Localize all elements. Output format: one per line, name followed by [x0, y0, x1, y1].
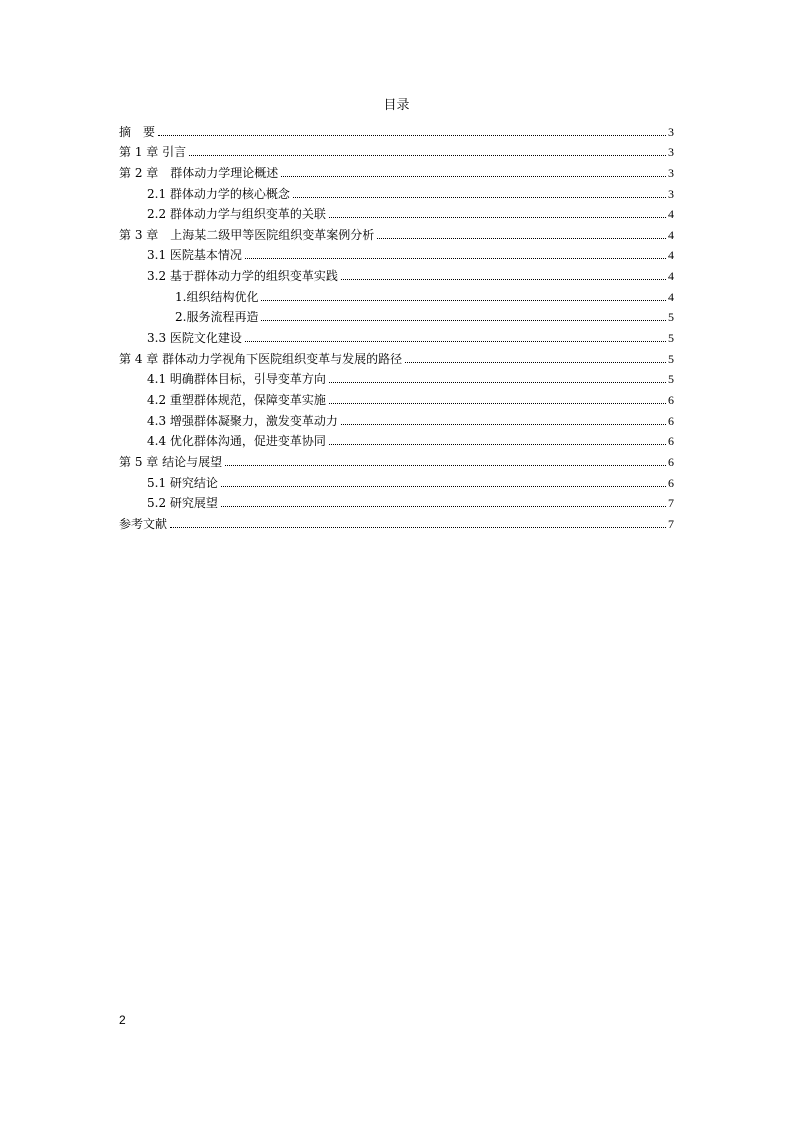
toc-entry-label: 1.组织结构优化 — [175, 289, 259, 304]
toc-dot-leader — [158, 135, 666, 136]
toc-dot-leader — [329, 403, 666, 404]
toc-dot-leader — [189, 155, 666, 156]
toc-entry-page: 5 — [668, 351, 674, 366]
toc-dot-leader — [221, 486, 666, 487]
toc-entry-section-4-1[interactable] — [119, 366, 674, 387]
toc-entry-page: 6 — [668, 475, 674, 490]
toc-dot-leader — [377, 238, 666, 239]
toc-entry-label: 2.服务流程再造 — [175, 310, 259, 325]
toc-entry-label: 4.4 优化群体沟通，促进变革协同 — [147, 434, 326, 449]
toc-entry-label: 摘 要 — [119, 124, 156, 139]
toc-entry-label: 2.2 群体动力学与组织变革的关联 — [147, 207, 326, 222]
toc-entry-chapter-4[interactable] — [119, 345, 674, 366]
toc-entry-page: 6 — [668, 392, 674, 407]
toc-entry-section-5-1[interactable] — [119, 469, 674, 490]
toc-entry-label: 4.3 增强群体凝聚力，激发变革动力 — [147, 413, 338, 428]
toc-entry-section-4-3[interactable] — [119, 407, 674, 428]
toc-entry-label: 3.1 医院基本情况 — [147, 248, 242, 263]
table-of-contents — [119, 118, 674, 531]
toc-entry-page: 4 — [668, 269, 674, 284]
toc-entry-page: 6 — [668, 454, 674, 469]
toc-entry-references[interactable] — [119, 510, 674, 531]
toc-dot-leader — [261, 320, 666, 321]
page-number: 2 — [119, 1013, 126, 1027]
toc-entry-label: 第 4 章 群体动力学视角下医院组织变革与发展的路径 — [119, 351, 403, 366]
toc-entry-section-4-2[interactable] — [119, 386, 674, 407]
toc-entry-label: 第 3 章 上海某二级甲等医院组织变革案例分析 — [119, 227, 375, 242]
toc-dot-leader — [281, 176, 666, 177]
toc-entry-section-3-3[interactable] — [119, 324, 674, 345]
toc-entry-subsection-1[interactable] — [119, 283, 674, 304]
toc-entry-page: 3 — [668, 124, 674, 139]
toc-entry-page: 4 — [668, 289, 674, 304]
toc-entry-label: 第 1 章 引言 — [119, 145, 187, 160]
toc-entry-page: 3 — [668, 186, 674, 201]
toc-entry-label: 4.2 重塑群体规范，保障变革实施 — [147, 392, 326, 407]
toc-entry-section-3-1[interactable] — [119, 242, 674, 263]
toc-entry-subsection-2[interactable] — [119, 304, 674, 325]
toc-entry-chapter-2[interactable] — [119, 159, 674, 180]
toc-dot-leader — [405, 362, 666, 363]
toc-entry-chapter-5[interactable] — [119, 448, 674, 469]
toc-entry-label: 第 2 章 群体动力学理论概述 — [119, 165, 279, 180]
toc-dot-leader — [329, 444, 666, 445]
toc-entry-page: 5 — [668, 331, 674, 346]
toc-entry-label: 5.1 研究结论 — [147, 475, 218, 490]
toc-entry-page: 5 — [668, 310, 674, 325]
toc-entry-page: 4 — [668, 227, 674, 242]
toc-entry-label: 2.1 群体动力学的核心概念 — [147, 186, 290, 201]
toc-entry-chapter-3[interactable] — [119, 221, 674, 242]
toc-dot-leader — [245, 258, 666, 259]
toc-dot-leader — [329, 217, 666, 218]
toc-entry-label: 4.1 明确群体目标，引导变革方向 — [147, 372, 326, 387]
toc-dot-leader — [329, 382, 666, 383]
toc-entry-chapter-1[interactable] — [119, 139, 674, 160]
toc-dot-leader — [245, 341, 666, 342]
toc-entry-page: 4 — [668, 207, 674, 222]
toc-dot-leader — [261, 300, 666, 301]
toc-dot-leader — [341, 424, 666, 425]
toc-entry-section-2-1[interactable] — [119, 180, 674, 201]
toc-heading: 目录 — [383, 98, 410, 113]
toc-entry-label: 5.2 研究展望 — [147, 496, 218, 511]
toc-entry-section-4-4[interactable] — [119, 428, 674, 449]
toc-entry-label: 3.3 医院文化建设 — [147, 331, 242, 346]
toc-entry-page: 3 — [668, 165, 674, 180]
toc-entry-section-5-2[interactable] — [119, 490, 674, 511]
toc-entry-page: 4 — [668, 248, 674, 263]
toc-entry-page: 5 — [668, 372, 674, 387]
toc-entry-page: 3 — [668, 145, 674, 160]
toc-dot-leader — [170, 527, 666, 528]
toc-dot-leader — [341, 279, 666, 280]
toc-entry-label: 第 5 章 结论与展望 — [119, 454, 223, 469]
toc-dot-leader — [221, 506, 666, 507]
toc-dot-leader — [225, 465, 666, 466]
toc-entry-label: 参考文献 — [119, 516, 168, 531]
toc-entry-page: 6 — [668, 434, 674, 449]
toc-entry-section-3-2[interactable] — [119, 262, 674, 283]
toc-entry-page: 7 — [668, 496, 674, 511]
toc-entry-page: 7 — [668, 516, 674, 531]
toc-dot-leader — [293, 197, 666, 198]
toc-entry-page: 6 — [668, 413, 674, 428]
toc-entry-section-2-2[interactable] — [119, 201, 674, 222]
toc-entry-label: 3.2 基于群体动力学的组织变革实践 — [147, 269, 338, 284]
toc-entry-abstract[interactable] — [119, 118, 674, 139]
